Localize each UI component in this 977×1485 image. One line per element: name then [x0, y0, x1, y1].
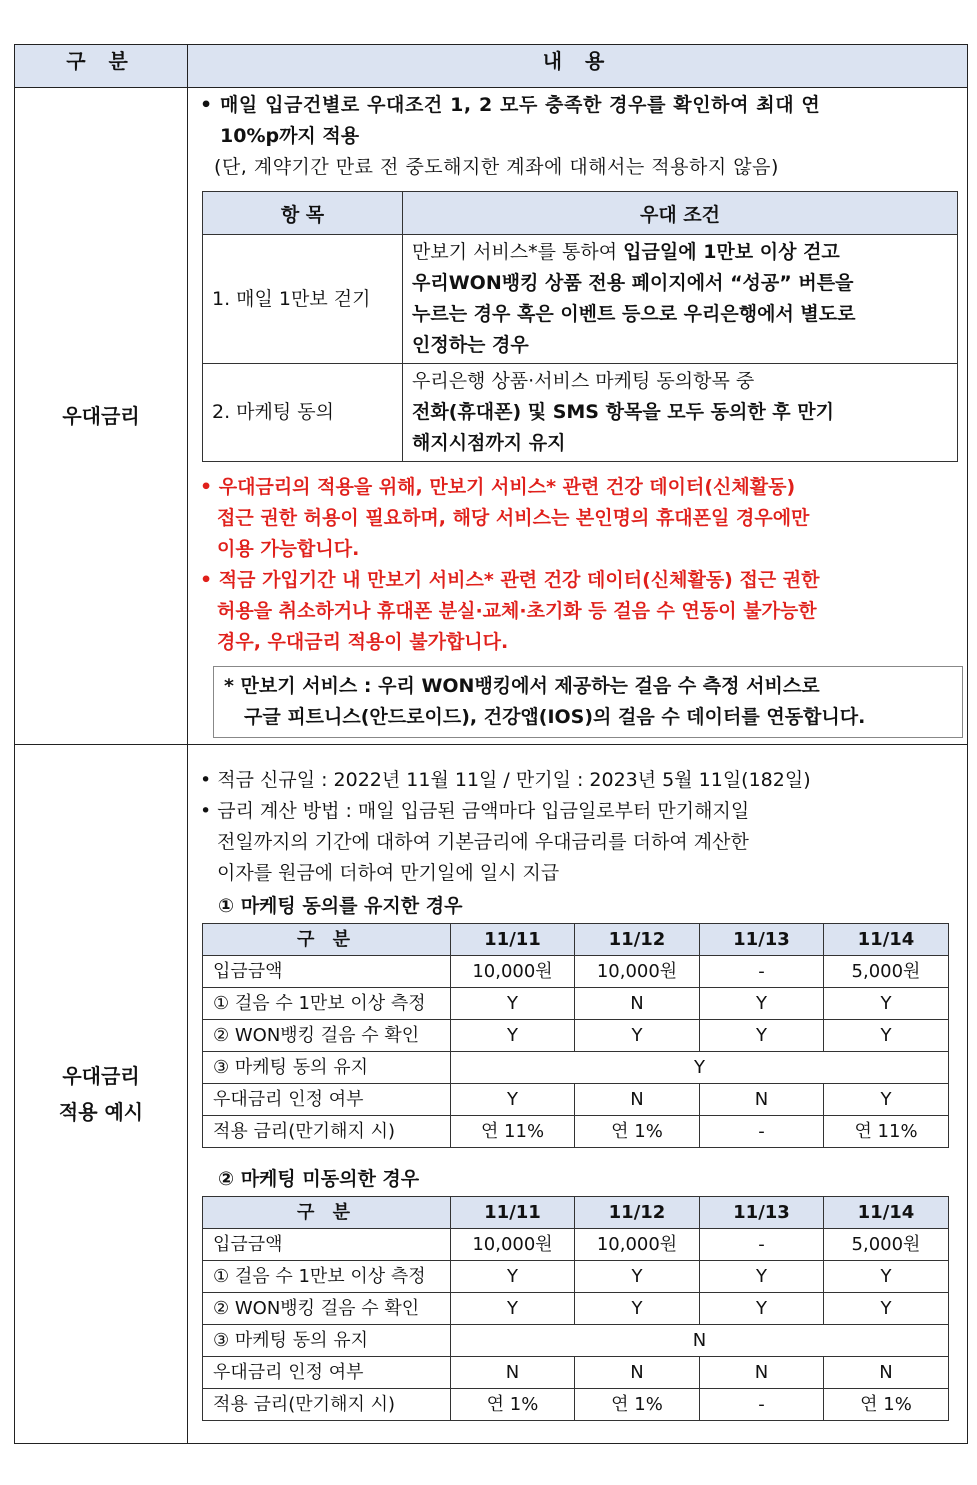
case1-title: ① 마케팅 동의를 유지한 경우 — [218, 895, 463, 917]
case2-table — [202, 1196, 949, 1421]
table-header-cell: 11/14 — [824, 1197, 949, 1229]
example-line: • 적금 신규일 : 2022년 11월 11일 / 만기일 : 2023년 5월 11일(182일) — [200, 769, 811, 791]
table-cell: Y — [700, 1020, 824, 1052]
table-cell: Y — [451, 1084, 575, 1116]
note-line: 구글 피트니스(안드로이드), 건강앱(IOS)의 걸음 수 데이터를 연동합니다. — [244, 706, 866, 728]
table-cell: - — [700, 956, 824, 988]
table-header-cell: 11/12 — [575, 1197, 700, 1229]
table-cell: - — [700, 1229, 824, 1261]
table-cell: - — [700, 1116, 824, 1148]
table-row — [203, 1020, 949, 1052]
condition-item: 1. 매일 1만보 걷기 — [203, 235, 403, 364]
table-header-cell: 11/11 — [451, 924, 575, 956]
table-header-cell: 구 분 — [203, 1197, 451, 1229]
warning-block — [200, 472, 967, 658]
condition-row — [203, 235, 958, 364]
section-label-line: 우대금리 — [62, 1064, 140, 1088]
table-cell: 10,000원 — [575, 1229, 700, 1261]
table-cell: Y — [451, 1052, 949, 1084]
condition-text: 해지시점까지 유지 — [412, 432, 566, 454]
table-row — [203, 1116, 949, 1148]
table-cell: - — [700, 1389, 824, 1421]
conditions-header-item: 항 목 — [203, 192, 403, 235]
warning-line: 이용 가능합니다. — [217, 538, 360, 560]
example-line: 이자를 원금에 더하여 만기일에 일시 지급 — [217, 862, 560, 884]
table-cell: ① 걸음 수 1만보 이상 측정 — [203, 1261, 451, 1293]
table-cell: ② WON뱅킹 걸음 수 확인 — [203, 1020, 451, 1052]
case1-table — [202, 923, 949, 1148]
table-cell: 5,000원 — [824, 956, 949, 988]
header-content: 내 용 — [188, 45, 968, 88]
table-cell: Y — [575, 1293, 700, 1325]
condition-row — [203, 364, 958, 462]
condition-text: 우리WON뱅킹 상품 전용 페이지에서 “성공” 버튼을 — [412, 272, 854, 294]
table-header-row — [203, 924, 949, 956]
section-example — [15, 745, 968, 1444]
table-cell: N — [451, 1357, 575, 1389]
main-table — [14, 44, 968, 1444]
table-cell: 연 1% — [824, 1389, 949, 1421]
header-row — [15, 45, 968, 88]
header-category: 구 분 — [15, 45, 188, 88]
intro-line: • 매일 입금건별로 우대조건 1, 2 모두 충족한 경우를 확인하여 최대 연 — [200, 94, 821, 116]
table-cell: Y — [824, 1020, 949, 1052]
table-cell: Y — [700, 1261, 824, 1293]
table-row — [203, 956, 949, 988]
warning-line: 경우, 우대금리 적용이 불가합니다. — [217, 631, 509, 653]
table-cell: ② WON뱅킹 걸음 수 확인 — [203, 1293, 451, 1325]
table-cell: Y — [700, 988, 824, 1020]
table-cell: Y — [700, 1293, 824, 1325]
table-row — [203, 1084, 949, 1116]
table-row — [203, 1052, 949, 1084]
section-content — [188, 88, 968, 745]
table-header-row — [203, 1197, 949, 1229]
table-header-cell: 11/14 — [824, 924, 949, 956]
section-content — [188, 745, 968, 1444]
table-cell: Y — [451, 1293, 575, 1325]
case2-title: ② 마케팅 미동의한 경우 — [218, 1168, 420, 1190]
table-cell: N — [575, 1357, 700, 1389]
table-cell: 5,000원 — [824, 1229, 949, 1261]
example-line: 전일까지의 기간에 대하여 기본금리에 우대금리를 더하여 계산한 — [217, 831, 749, 853]
table-cell: Y — [451, 1020, 575, 1052]
table-cell: N — [451, 1325, 949, 1357]
table-cell: 10,000원 — [451, 956, 575, 988]
table-cell: 연 1% — [451, 1389, 575, 1421]
section-label — [15, 745, 188, 1444]
condition-text: 인정하는 경우 — [412, 334, 529, 356]
warning-line: • 우대금리의 적용을 위해, 만보기 서비스* 관련 건강 데이터(신체활동) — [200, 476, 796, 498]
table-row — [203, 1325, 949, 1357]
table-header-cell: 11/11 — [451, 1197, 575, 1229]
condition-detail — [403, 235, 958, 364]
intro-line: 10%p까지 적용 — [220, 125, 360, 147]
warning-line: 허용을 취소하거나 휴대폰 분실·교체·초기화 등 걸음 수 연동이 불가능한 — [217, 600, 817, 622]
table-cell: ③ 마케팅 동의 유지 — [203, 1052, 451, 1084]
table-cell: Y — [575, 1261, 700, 1293]
table-cell: 10,000원 — [451, 1229, 575, 1261]
table-cell: 입금금액 — [203, 1229, 451, 1261]
table-cell: Y — [575, 1020, 700, 1052]
table-cell: Y — [451, 1261, 575, 1293]
pedometer-note — [213, 666, 963, 738]
table-header-cell: 구 분 — [203, 924, 451, 956]
condition-detail — [403, 364, 958, 462]
table-cell: N — [575, 1084, 700, 1116]
condition-text: 만보기 서비스*를 통하여 — [412, 241, 624, 263]
note-line: * 만보기 서비스 : 우리 WON뱅킹에서 제공하는 걸음 수 측정 서비스로 — [224, 675, 820, 697]
warning-line: 접근 권한 허용이 필요하며, 해당 서비스는 본인명의 휴대폰일 경우에만 — [217, 507, 810, 529]
condition-item: 2. 마케팅 동의 — [203, 364, 403, 462]
table-header-cell: 11/13 — [700, 924, 824, 956]
table-cell: 적용 금리(만기해지 시) — [203, 1389, 451, 1421]
condition-text: 입금일에 1만보 이상 걷고 — [623, 241, 840, 263]
table-cell: N — [824, 1357, 949, 1389]
section-label-line: 적용 예시 — [58, 1100, 144, 1124]
table-cell: N — [700, 1357, 824, 1389]
table-cell: Y — [824, 1293, 949, 1325]
section-label: 우대금리 — [15, 88, 188, 745]
table-header-cell: 11/13 — [700, 1197, 824, 1229]
table-cell: Y — [451, 988, 575, 1020]
table-cell: Y — [824, 988, 949, 1020]
table-row — [203, 1229, 949, 1261]
table-cell: 연 11% — [451, 1116, 575, 1148]
conditions-header-condition: 우대 조건 — [403, 192, 958, 235]
table-cell: 우대금리 인정 여부 — [203, 1357, 451, 1389]
intro-note: (단, 계약기간 만료 전 중도해지한 계좌에 대해서는 적용하지 않음) — [214, 156, 779, 178]
table-cell: N — [700, 1084, 824, 1116]
table-cell: 우대금리 인정 여부 — [203, 1084, 451, 1116]
table-header-cell: 11/12 — [575, 924, 700, 956]
table-row — [203, 1261, 949, 1293]
table-cell: Y — [824, 1084, 949, 1116]
table-cell: 연 1% — [575, 1389, 700, 1421]
table-row — [203, 988, 949, 1020]
section-preferential-rate — [15, 88, 968, 745]
table-cell: ① 걸음 수 1만보 이상 측정 — [203, 988, 451, 1020]
table-cell: 10,000원 — [575, 956, 700, 988]
warning-line: • 적금 가입기간 내 만보기 서비스* 관련 건강 데이터(신체활동) 접근 권한 — [200, 569, 820, 591]
condition-text: 누르는 경우 혹은 이벤트 등으로 우리은행에서 별도로 — [412, 303, 856, 325]
condition-text: 전화(휴대폰) 및 SMS 항목을 모두 동의한 후 만기 — [412, 401, 834, 423]
conditions-table — [202, 191, 958, 462]
table-cell: 입금금액 — [203, 956, 451, 988]
table-cell: N — [575, 988, 700, 1020]
table-cell: 연 1% — [575, 1116, 700, 1148]
table-row — [203, 1389, 949, 1421]
table-row — [203, 1357, 949, 1389]
table-row — [203, 1293, 949, 1325]
table-cell: ③ 마케팅 동의 유지 — [203, 1325, 451, 1357]
example-line: • 금리 계산 방법 : 매일 입금된 금액마다 입금일로부터 만기해지일 — [200, 800, 750, 822]
condition-text: 우리은행 상품·서비스 마케팅 동의항목 중 — [412, 370, 755, 392]
table-cell: 연 11% — [824, 1116, 949, 1148]
table-cell: 적용 금리(만기해지 시) — [203, 1116, 451, 1148]
table-cell: Y — [824, 1261, 949, 1293]
